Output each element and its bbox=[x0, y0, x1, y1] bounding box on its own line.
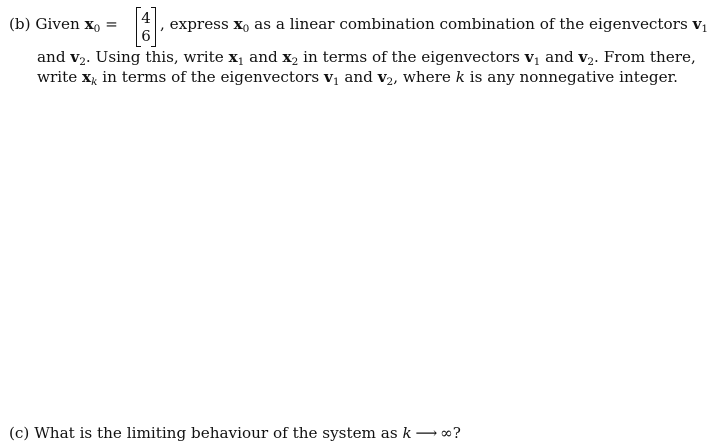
infinity-symbol: ∞ bbox=[440, 424, 453, 442]
right-bracket bbox=[151, 7, 156, 47]
vector-x: x bbox=[84, 15, 94, 33]
part-b-line-2: and $v_2$. Using this, write $x_1$ and $x_2$ in terms of the eigenvectors $v_1$ and $v_2$. From there, bbox=[37, 48, 696, 68]
matrix-entry-2: 6 bbox=[141, 27, 151, 45]
part-b-line-3: write $x_k$ in terms of the eigenvectors $v_1$ and $v_2$, where k is any nonnegative integer. bbox=[37, 68, 678, 88]
part-c-question: (c) What is the limiting behaviour of the system as k ⟶ ∞? bbox=[9, 424, 461, 442]
matrix-entry-1: 4 bbox=[141, 9, 151, 27]
part-b-line-1: (b) Given $x_0$ = bbox=[9, 15, 118, 35]
part-b-line-1-cont: , express $x_0$ as a linear combination combination of the eigenvectors $v_1$ bbox=[160, 15, 708, 35]
column-vector-x0 bbox=[134, 7, 158, 47]
part-c-label: (c) bbox=[9, 424, 30, 442]
part-b-label: (b) bbox=[9, 15, 31, 33]
arrow-symbol: ⟶ bbox=[411, 424, 441, 442]
